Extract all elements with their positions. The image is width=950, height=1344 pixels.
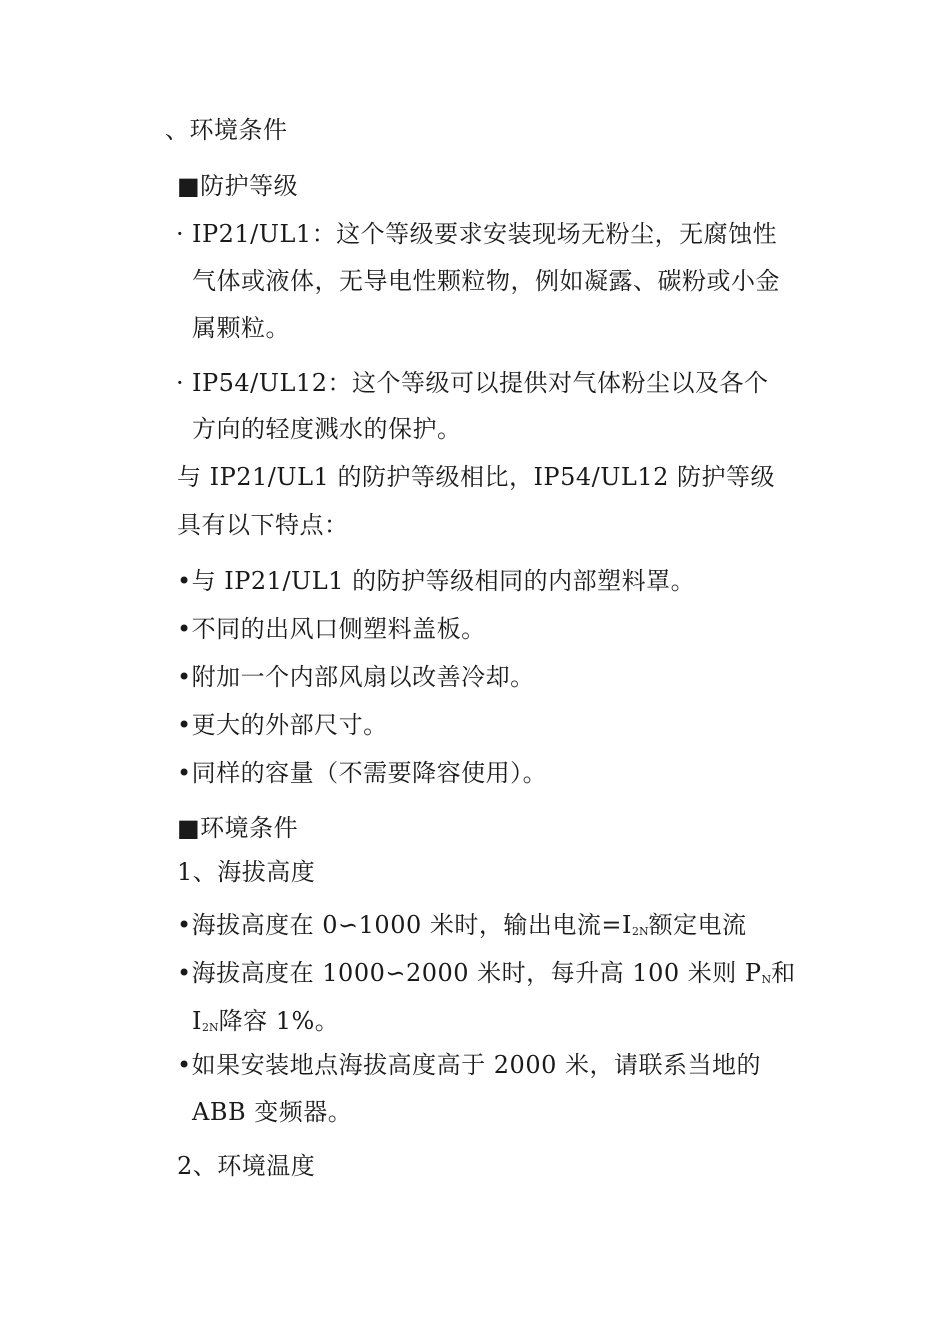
altitude-item-2-line-2 <box>192 1005 339 1044</box>
ip21-line-1: IP21/UL1：这个等级要求安装现场无粉尘，无腐蚀性 <box>192 220 778 248</box>
section-heading: 、环境条件 <box>165 116 288 144</box>
ip54-line-1: IP54/UL12：这个等级可以提供对气体粉尘以及各个 <box>192 369 769 397</box>
feature-item: •更大的外部尺寸。 <box>177 711 388 739</box>
derate-text: 降容 1%。 <box>218 1007 340 1035</box>
altitude-item-2-tail: 和 <box>771 959 796 987</box>
altitude-item-1-text: •海拔高度在 0∽1000 米时，输出电流=I <box>177 911 632 939</box>
altitude-item-2-text: •海拔高度在 1000∽2000 米时，每升高 100 米则 P <box>177 959 762 987</box>
altitude-title: 1、海拔高度 <box>177 858 316 886</box>
feature-item: •不同的出风口侧塑料盖板。 <box>177 615 486 643</box>
subscript: N <box>761 973 772 986</box>
comparison-line-1: 与 IP21/UL1 的防护等级相比，IP54/UL12 防护等级 <box>177 463 776 491</box>
altitude-item-3-line-2: ABB 变频器。 <box>192 1098 353 1126</box>
environment-title: ■环境条件 <box>177 814 299 842</box>
bullet-icon: · <box>176 220 184 248</box>
ip54-line-2: 方向的轻度溅水的保护。 <box>192 415 462 443</box>
altitude-item-3-line-1: •如果安装地点海拔高度高于 2000 米，请联系当地的 <box>177 1051 761 1079</box>
temperature-title: 2、环境温度 <box>177 1152 316 1180</box>
feature-item: •同样的容量（不需要降容使用）。 <box>177 759 548 787</box>
feature-item: •与 IP21/UL1 的防护等级相同的内部塑料罩。 <box>177 567 696 595</box>
protection-class-title: ■防护等级 <box>177 172 299 200</box>
ip21-line-3: 属颗粒。 <box>192 314 290 342</box>
subscript: 2N <box>201 1021 219 1034</box>
current-symbol: I <box>192 1007 202 1035</box>
altitude-item-1 <box>177 909 747 948</box>
comparison-line-2: 具有以下特点： <box>177 511 349 539</box>
altitude-item-2 <box>177 957 796 996</box>
ip21-line-2: 气体或液体，无导电性颗粒物，例如凝露、碳粉或小金 <box>192 267 780 295</box>
feature-item: •附加一个内部风扇以改善冷却。 <box>177 663 535 691</box>
subscript: 2N <box>631 925 649 938</box>
bullet-icon: · <box>176 369 184 397</box>
altitude-item-1-tail: 额定电流 <box>648 911 747 939</box>
